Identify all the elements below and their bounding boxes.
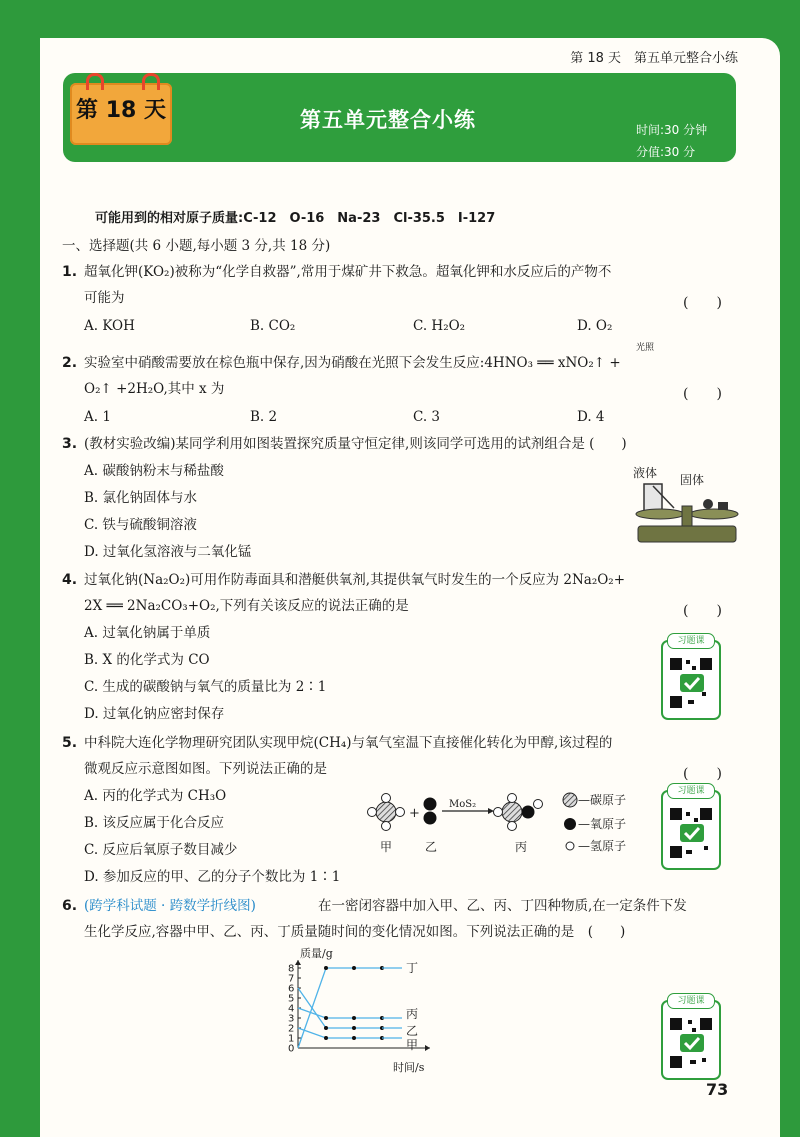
methanol-molecule xyxy=(494,794,543,831)
q4-text-line2: 2X ══ 2Na₂CO₃+O₂,下列有关该反应的说法正确的是 xyxy=(84,598,409,614)
q5-option-d[interactable]: D. 参加反应的甲、乙的分子个数比为 1∶1 xyxy=(84,869,341,885)
series-line-2 xyxy=(298,988,382,1028)
series-line-3 xyxy=(298,1028,382,1038)
methane-molecule xyxy=(368,794,405,831)
q2-text-line2: O₂↑ +2H₂O,其中 x 为 xyxy=(84,381,225,397)
species-label-yi: 乙 xyxy=(425,840,438,854)
q2-condition: 光照 xyxy=(636,343,655,353)
y-tick-label: 4 xyxy=(288,1003,295,1015)
q4-option-b[interactable]: B. X 的化学式为 CO xyxy=(84,652,210,668)
qr-icon xyxy=(668,806,714,860)
q1-number: 1. xyxy=(62,264,78,280)
q3-option-b[interactable]: B. 氯化钠固体与水 xyxy=(84,490,198,506)
q2-option-b[interactable]: B. 2 xyxy=(250,409,278,425)
q1-option-d[interactable]: D. O₂ xyxy=(577,318,613,334)
weight-icon xyxy=(718,502,728,510)
series-point xyxy=(352,1036,356,1040)
q4-option-c[interactable]: C. 生成的碳酸钠与氧气的质量比为 2∶1 xyxy=(84,679,327,695)
series-label: 乙 xyxy=(406,1024,419,1038)
balance-figure xyxy=(632,480,742,550)
time-limit: 时间:30 分钟 xyxy=(636,123,708,137)
balance-base xyxy=(638,526,736,542)
running-header: 第 18 天 第五单元整合小练 xyxy=(570,51,738,66)
q6-text-line1: 在一密闭容器中加入甲、乙、丙、丁四种物质,在一定条件下发 xyxy=(318,898,687,914)
page-number: 73 xyxy=(706,1080,729,1099)
q3-fig-label-solid: 固体 xyxy=(680,473,705,487)
q5-number: 5. xyxy=(62,735,78,751)
q4-answer-blank[interactable]: ( ) xyxy=(683,603,722,619)
q4-number: 4. xyxy=(62,572,78,588)
qr-icon xyxy=(668,656,714,710)
q4-option-d[interactable]: D. 过氧化钠应密封保存 xyxy=(84,706,225,722)
y-tick-label: 2 xyxy=(288,1023,295,1035)
q1-text-line1: 超氧化钾(KO₂)被称为“化学自救器”,常用于煤矿井下救急。超氧化钾和水反应后的产物不 xyxy=(84,264,612,280)
catalyst-label: MoS₂ xyxy=(449,799,477,810)
qr-caption: 习题课 xyxy=(667,633,715,649)
calendar-ring-icon xyxy=(86,73,104,90)
mass-time-chart xyxy=(270,948,440,1078)
y-tick-label: 1 xyxy=(288,1033,295,1045)
qr-code-q6[interactable] xyxy=(661,996,721,1080)
q3-option-a[interactable]: A. 碳酸钠粉末与稀盐酸 xyxy=(84,463,224,479)
series-label: 甲 xyxy=(406,1038,419,1052)
qr-code-q4[interactable] xyxy=(661,636,721,720)
q5-option-b[interactable]: B. 该反应属于化合反应 xyxy=(84,815,225,831)
y-tick-label: 7 xyxy=(288,973,295,985)
liquid-tube xyxy=(644,484,662,512)
q1-option-b[interactable]: B. CO₂ xyxy=(250,318,296,334)
series-line-1 xyxy=(298,1008,382,1018)
series-point xyxy=(352,1016,356,1020)
q1-option-a[interactable]: A. KOH xyxy=(84,318,135,334)
left-pan xyxy=(636,509,684,519)
weight-icon xyxy=(703,499,713,509)
atomic-masses: 可能用到的相对原子质量:C-12 O-16 Na-23 Cl-35.5 I-127 xyxy=(95,211,496,226)
series-label: 丁 xyxy=(406,961,419,975)
q1-option-c[interactable]: C. H₂O₂ xyxy=(413,318,466,334)
species-label-bing: 丙 xyxy=(515,840,528,854)
q2-text-line1: 实验室中硝酸需要放在棕色瓶中保存,因为硝酸在光照下会发生反应:4HNO₃ ══ xNO₂↑ + xyxy=(84,355,621,371)
calendar-ring-icon xyxy=(142,73,160,90)
q2-option-d[interactable]: D. 4 xyxy=(577,409,605,425)
q3-option-c[interactable]: C. 铁与硫酸铜溶液 xyxy=(84,517,197,533)
y-tick-label: 8 xyxy=(288,963,295,975)
qr-code-q5[interactable] xyxy=(661,786,721,870)
legend-oxygen: —氧原子 xyxy=(578,817,627,831)
q1-text-line2: 可能为 xyxy=(84,290,125,306)
carbon-atom-icon xyxy=(563,793,577,807)
q6-number: 6. xyxy=(62,898,78,914)
qr-caption: 习题课 xyxy=(667,783,715,799)
series-point xyxy=(352,966,356,970)
series-point xyxy=(324,1016,328,1020)
q5-text-line1: 中科院大连化学物理研究团队实现甲烷(CH₄)与氧气室温下直接催化转化为甲醇,该过程的 xyxy=(84,735,613,751)
series-label: 丙 xyxy=(406,1007,419,1021)
section-heading: 一、选择题(共 6 小题,每小题 3 分,共 18 分) xyxy=(62,238,331,254)
oxygen-atom-icon xyxy=(564,818,576,830)
series-point xyxy=(324,966,328,970)
y-tick-label: 5 xyxy=(288,993,295,1005)
qr-caption: 习题课 xyxy=(667,993,715,1009)
q5-option-a[interactable]: A. 丙的化学式为 CH₃O xyxy=(84,788,227,804)
y-tick-label: 6 xyxy=(288,983,295,995)
series-point xyxy=(324,1026,328,1030)
species-label-jia: 甲 xyxy=(380,840,393,854)
day-tag xyxy=(70,83,172,145)
legend-hydrogen: —氢原子 xyxy=(578,839,627,853)
score-value: 分值:30 分 xyxy=(636,145,696,159)
right-pan xyxy=(690,509,738,519)
y-tick-label: 0 xyxy=(288,1043,295,1055)
qr-icon xyxy=(668,1016,714,1070)
y-axis-arrow-icon xyxy=(295,960,301,965)
page-title: 第五单元整合小练 xyxy=(300,108,476,132)
series-point xyxy=(324,1036,328,1040)
chart-ylabel: 质量/g xyxy=(300,947,333,960)
series-line-0 xyxy=(298,968,382,1048)
svg-text:+: + xyxy=(409,806,420,821)
q5-answer-blank[interactable]: ( ) xyxy=(683,766,722,782)
q3-fig-label-liquid: 液体 xyxy=(633,466,658,480)
q2-answer-blank[interactable]: ( ) xyxy=(683,386,722,402)
q2-option-c[interactable]: C. 3 xyxy=(413,409,441,425)
q6-text-line2: 生化学反应,容器中甲、乙、丙、丁质量随时间的变化情况如图。下列说法正确的是 ( ) xyxy=(84,924,626,940)
q2-number: 2. xyxy=(62,355,78,371)
q4-option-a[interactable]: A. 过氧化钠属于单质 xyxy=(84,625,211,641)
day-label: 第 18 天 xyxy=(76,98,166,123)
legend xyxy=(563,793,577,850)
x-axis-arrow-icon xyxy=(425,1045,430,1051)
hydrogen-atom-icon xyxy=(566,842,574,850)
legend-carbon: —碳原子 xyxy=(578,793,627,807)
q2-option-a[interactable]: A. 1 xyxy=(84,409,111,425)
q4-text-line1: 过氧化钠(Na₂O₂)可用作防毒面具和潜艇供氧剂,其提供氧气时发生的一个反应为 2Na₂O₂+ xyxy=(84,572,626,588)
q1-answer-blank[interactable]: ( ) xyxy=(683,295,722,311)
series-point xyxy=(352,1026,356,1030)
q3-text: (教材实验改编)某同学利用如图装置探究质量守恒定律,则该同学可选用的试剂组合是 ( ) xyxy=(84,436,627,452)
q5-text-line2: 微观反应示意图如图。下列说法正确的是 xyxy=(84,761,327,777)
oxygen-molecule xyxy=(424,798,437,825)
q6-tag: (跨学科试题 · 跨数学折线图) xyxy=(84,898,256,914)
q5-option-c[interactable]: C. 反应后氧原子数目减少 xyxy=(84,842,238,858)
q3-option-d[interactable]: D. 过氧化氢溶液与二氧化锰 xyxy=(84,544,252,560)
q3-number: 3. xyxy=(62,436,78,452)
y-tick-label: 3 xyxy=(288,1013,295,1025)
chart-xlabel: 时间/s xyxy=(393,1061,425,1074)
